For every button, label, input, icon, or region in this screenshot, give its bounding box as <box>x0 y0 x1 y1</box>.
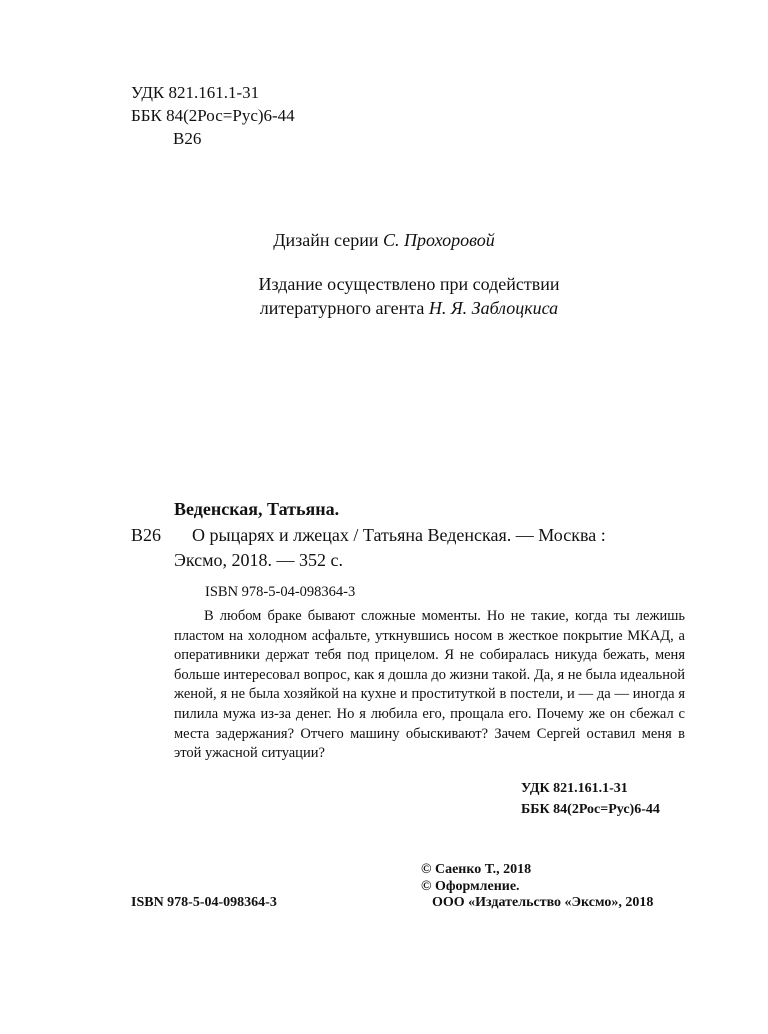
copyright-publisher: ООО «Издательство «Эксмо», 2018 <box>432 895 654 910</box>
author-mark: В26 <box>131 525 162 545</box>
bbk-code: ББК 84(2Рос=Рус)6-44 <box>131 106 295 125</box>
isbn-record: ISBN 978-5-04-098364-3 <box>205 584 356 600</box>
copyright-author: © Саенко Т., 2018 <box>421 862 532 877</box>
series-design-credit <box>0 228 768 252</box>
edition-credit-prefix: литературного агента <box>259 298 425 318</box>
literary-agent-name: Н. Я. Заблоцкиса <box>428 298 559 318</box>
edition-credit-line2 <box>0 296 768 320</box>
bbk-code-bottom: ББК 84(2Рос=Рус)6-44 <box>521 802 660 817</box>
annotation-text: В любом браке бывают сложные моменты. Но не такие, когда ты лежишь пластом на холодном асфальте, уткнувшись носом в жесткое покрытие МКАД, а оперативники держат тебя под прицелом. Я не собиралась никуда бежать, меня больше интересовал вопрос, как я дошла до жизни такой. Да, я не была идеальной женой, я не была хозяйкой на кухне и проституткой в постели, и — да — иногда я пилила мужа из-за денег. Но я любила его, прощала его. Почему же он сбежал с места задержания? Отчего машину обыскивают? Зачем Сергей оставил меня в этой ужасной ситуации? <box>174 608 685 762</box>
series-design-prefix: Дизайн серии <box>273 230 379 250</box>
title-line1: О рыцарях и лжецах / Татьяна Веденская. — Москва : <box>192 525 606 545</box>
udk-code: УДК 821.161.1-31 <box>131 83 260 102</box>
isbn-footer: ISBN 978-5-04-098364-3 <box>131 895 277 910</box>
copyright-design: © Оформление. <box>421 879 520 894</box>
series-designer-name: С. Прохоровой <box>382 230 495 250</box>
title-line2: Эксмо, 2018. — 352 с. <box>174 550 344 570</box>
edition-credit-line1: Издание осуществлено при содействии <box>258 274 560 294</box>
author-mark-top: В26 <box>173 129 202 148</box>
udk-code-bottom: УДК 821.161.1-31 <box>521 781 628 796</box>
author-heading: Веденская, Татьяна. <box>174 499 340 519</box>
